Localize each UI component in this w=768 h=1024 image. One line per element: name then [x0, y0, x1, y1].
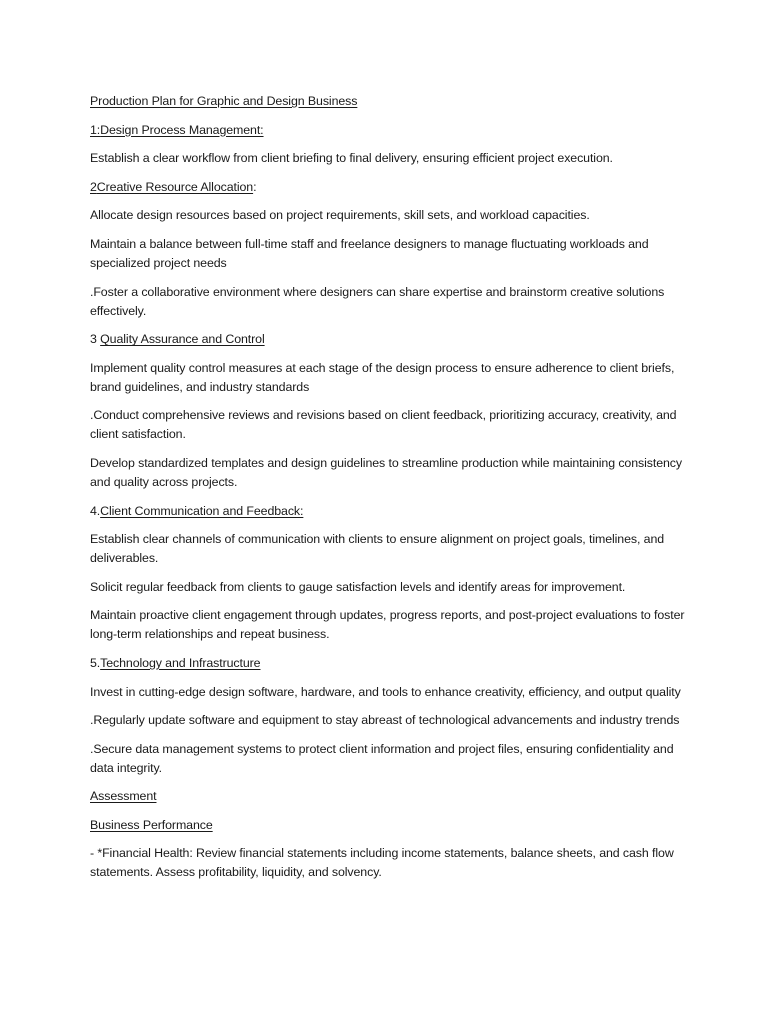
section-2-paragraph-2: Maintain a balance between full-time staff and freelance designers to manage fluctuating workloads and specialized project needs	[90, 236, 649, 270]
financial-health-paragraph: - *Financial Health: Review financial statements including income statements, balance sheets, and cash flow statements. Assess profitability, liquidity, and solvency.	[90, 846, 674, 880]
section-1-paragraph-1: Establish a clear workflow from client briefing to final delivery, ensuring efficient project execution.	[90, 151, 613, 166]
assessment-heading	[90, 787, 690, 806]
section-4-paragraph-2: Solicit regular feedback from clients to gauge satisfaction levels and identify areas for improvement.	[90, 579, 626, 594]
section-1-heading-prefix: 1:	[90, 122, 101, 137]
section-5-paragraph-1: Invest in cutting-edge design software, hardware, and tools to enhance creativity, efficiency, and output quality	[90, 684, 681, 699]
business-performance-heading	[90, 816, 690, 835]
section-4-paragraph-1: Establish clear channels of communication with clients to ensure alignment on project goals, timelines, and deliverables.	[90, 532, 665, 566]
assessment-heading-text: Assessment	[90, 789, 157, 804]
section-2-heading-prefix: 2	[90, 179, 97, 194]
section-4-heading	[90, 502, 690, 521]
section-2-heading-text: Creative Resource Allocation	[96, 179, 254, 194]
section-4-heading-prefix: 4.	[90, 503, 101, 518]
section-3-heading-text: Quality Assurance and Control	[100, 332, 265, 347]
section-3-heading-prefix: 3	[90, 332, 101, 347]
section-3-paragraph-3: Develop standardized templates and design guidelines to streamline production while maintaining consistency and quality across projects.	[90, 455, 682, 489]
section-5-heading	[90, 654, 690, 673]
section-2-paragraph-1: Allocate design resources based on project requirements, skill sets, and workload capacities.	[90, 208, 590, 223]
section-2-paragraph-3: .Foster a collaborative environment where designers can share expertise and brainstorm creative solutions effectively.	[90, 284, 665, 318]
section-5-heading-prefix: 5.	[90, 655, 101, 670]
section-3-paragraph-1: Implement quality control measures at each stage of the design process to ensure adherence to client briefs, brand guidelines, and industry standards	[90, 360, 675, 394]
section-2-heading-suffix: :	[253, 179, 257, 194]
section-4-paragraph-3: Maintain proactive client engagement through updates, progress reports, and post-project evaluations to foster long-term relationships and repeat business.	[90, 608, 685, 642]
document-body	[90, 92, 690, 892]
document-title	[90, 92, 690, 111]
business-performance-heading-text: Business Performance	[90, 817, 213, 832]
section-5-heading-text: Technology and Infrastructure	[100, 655, 261, 670]
document-title-text: Production Plan for Graphic and Design Business	[90, 94, 358, 108]
section-3-heading	[90, 330, 690, 349]
section-1-heading-text: Design Process Management:	[100, 122, 264, 137]
section-5-paragraph-3: .Secure data management systems to protect client information and project files, ensuring confidentiality and data integrity.	[90, 741, 674, 775]
section-3-paragraph-2: .Conduct comprehensive reviews and revisions based on client feedback, prioritizing accuracy, creativity, and client satisfaction.	[90, 408, 677, 442]
section-2-heading	[90, 178, 690, 197]
section-1-heading	[90, 121, 690, 140]
section-5-paragraph-2: .Regularly update software and equipment to stay abreast of technological advancements and industry trends	[90, 713, 680, 728]
section-4-heading-text: Client Communication and Feedback:	[100, 503, 304, 518]
